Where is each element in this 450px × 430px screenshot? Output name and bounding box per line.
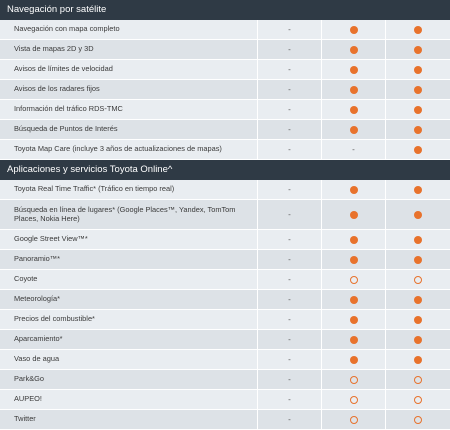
table-row xyxy=(0,120,450,140)
not-available-dash: - xyxy=(288,25,291,34)
feature-label: Búsqueda de Puntos de Interés xyxy=(0,120,258,139)
availability-cell-2 xyxy=(322,200,386,229)
availability-cell-1 xyxy=(258,350,322,369)
standard-dot-icon xyxy=(414,86,422,94)
not-available-dash: - xyxy=(288,45,291,54)
optional-ring-icon xyxy=(350,376,358,384)
optional-ring-icon xyxy=(414,376,422,384)
standard-dot-icon xyxy=(414,256,422,264)
availability-cell-1 xyxy=(258,40,322,59)
standard-dot-icon xyxy=(350,186,358,194)
table-row xyxy=(0,60,450,80)
availability-cell-3 xyxy=(386,180,450,199)
optional-ring-icon xyxy=(414,396,422,404)
availability-cell-1 xyxy=(258,370,322,389)
standard-dot-icon xyxy=(414,146,422,154)
table-row xyxy=(0,290,450,310)
standard-dot-icon xyxy=(350,316,358,324)
availability-cell-2 xyxy=(322,180,386,199)
not-available-dash: - xyxy=(288,125,291,134)
availability-cell-3 xyxy=(386,40,450,59)
not-available-dash: - xyxy=(352,145,355,154)
availability-cell-1 xyxy=(258,140,322,159)
availability-cell-1 xyxy=(258,310,322,329)
feature-label: Toyota Map Care (incluye 3 años de actualizaciones de mapas) xyxy=(0,140,258,159)
availability-cell-2 xyxy=(322,140,386,159)
availability-cell-2 xyxy=(322,350,386,369)
table-row xyxy=(0,20,450,40)
not-available-dash: - xyxy=(288,295,291,304)
availability-cell-3 xyxy=(386,20,450,39)
standard-dot-icon xyxy=(414,106,422,114)
availability-cell-3 xyxy=(386,80,450,99)
table-row xyxy=(0,250,450,270)
availability-cell-3 xyxy=(386,270,450,289)
standard-dot-icon xyxy=(350,256,358,264)
table-row xyxy=(0,80,450,100)
availability-cell-1 xyxy=(258,410,322,429)
feature-label: Meteorología* xyxy=(0,290,258,309)
feature-label: Toyota Real Time Traffic* (Tráfico en tiempo real) xyxy=(0,180,258,199)
availability-cell-3 xyxy=(386,290,450,309)
availability-cell-1 xyxy=(258,390,322,409)
availability-cell-3 xyxy=(386,330,450,349)
feature-label: Información del tráfico RDS-TMC xyxy=(0,100,258,119)
availability-cell-2 xyxy=(322,330,386,349)
not-available-dash: - xyxy=(288,85,291,94)
availability-cell-2 xyxy=(322,100,386,119)
availability-cell-3 xyxy=(386,250,450,269)
availability-cell-3 xyxy=(386,390,450,409)
table-row xyxy=(0,410,450,430)
availability-cell-3 xyxy=(386,310,450,329)
feature-label: Panoramio™* xyxy=(0,250,258,269)
feature-label: Navegación con mapa completo xyxy=(0,20,258,39)
table-row xyxy=(0,230,450,250)
not-available-dash: - xyxy=(288,415,291,424)
table-row xyxy=(0,40,450,60)
optional-ring-icon xyxy=(350,416,358,424)
feature-label: Park&Go xyxy=(0,370,258,389)
feature-label: Aparcamiento* xyxy=(0,330,258,349)
availability-cell-2 xyxy=(322,40,386,59)
availability-cell-3 xyxy=(386,100,450,119)
availability-cell-2 xyxy=(322,270,386,289)
availability-cell-2 xyxy=(322,60,386,79)
feature-label: Vista de mapas 2D y 3D xyxy=(0,40,258,59)
standard-dot-icon xyxy=(414,356,422,364)
standard-dot-icon xyxy=(350,236,358,244)
standard-dot-icon xyxy=(350,106,358,114)
availability-cell-1 xyxy=(258,120,322,139)
not-available-dash: - xyxy=(288,375,291,384)
availability-cell-1 xyxy=(258,250,322,269)
not-available-dash: - xyxy=(288,395,291,404)
optional-ring-icon xyxy=(350,276,358,284)
availability-cell-1 xyxy=(258,230,322,249)
availability-cell-1 xyxy=(258,100,322,119)
feature-label: Twitter xyxy=(0,410,258,429)
table-row xyxy=(0,100,450,120)
standard-dot-icon xyxy=(414,46,422,54)
standard-dot-icon xyxy=(350,86,358,94)
availability-cell-2 xyxy=(322,120,386,139)
table-row xyxy=(0,140,450,160)
table-row xyxy=(0,200,450,230)
feature-label: Vaso de agua xyxy=(0,350,258,369)
table-row xyxy=(0,180,450,200)
availability-cell-3 xyxy=(386,140,450,159)
table-row xyxy=(0,270,450,290)
table-row xyxy=(0,310,450,330)
table-row xyxy=(0,370,450,390)
optional-ring-icon xyxy=(350,396,358,404)
feature-label: Avisos de límites de velocidad xyxy=(0,60,258,79)
feature-label: Coyote xyxy=(0,270,258,289)
not-available-dash: - xyxy=(288,355,291,364)
not-available-dash: - xyxy=(288,210,291,219)
availability-cell-2 xyxy=(322,250,386,269)
not-available-dash: - xyxy=(288,235,291,244)
standard-dot-icon xyxy=(414,336,422,344)
standard-dot-icon xyxy=(350,126,358,134)
feature-label: Google Street View™* xyxy=(0,230,258,249)
standard-dot-icon xyxy=(414,316,422,324)
availability-cell-1 xyxy=(258,200,322,229)
feature-label: Precios del combustible* xyxy=(0,310,258,329)
standard-dot-icon xyxy=(414,66,422,74)
availability-cell-1 xyxy=(258,80,322,99)
standard-dot-icon xyxy=(350,46,358,54)
standard-dot-icon xyxy=(350,66,358,74)
not-available-dash: - xyxy=(288,185,291,194)
availability-cell-3 xyxy=(386,60,450,79)
standard-dot-icon xyxy=(350,296,358,304)
feature-label: Búsqueda en línea de lugares* (Google Places™, Yandex, TomTom Places, Nokia Here) xyxy=(0,200,258,229)
availability-cell-3 xyxy=(386,200,450,229)
not-available-dash: - xyxy=(288,145,291,154)
availability-cell-3 xyxy=(386,120,450,139)
availability-cell-2 xyxy=(322,370,386,389)
availability-cell-1 xyxy=(258,270,322,289)
availability-cell-3 xyxy=(386,230,450,249)
standard-dot-icon xyxy=(414,126,422,134)
availability-cell-1 xyxy=(258,180,322,199)
availability-cell-1 xyxy=(258,330,322,349)
optional-ring-icon xyxy=(414,416,422,424)
standard-dot-icon xyxy=(414,186,422,194)
standard-dot-icon xyxy=(414,236,422,244)
not-available-dash: - xyxy=(288,255,291,264)
table-row xyxy=(0,390,450,410)
availability-cell-2 xyxy=(322,290,386,309)
not-available-dash: - xyxy=(288,335,291,344)
feature-label: AUPEO! xyxy=(0,390,258,409)
standard-dot-icon xyxy=(350,26,358,34)
availability-cell-1 xyxy=(258,20,322,39)
availability-cell-3 xyxy=(386,410,450,429)
not-available-dash: - xyxy=(288,65,291,74)
table-row xyxy=(0,350,450,370)
availability-cell-2 xyxy=(322,230,386,249)
availability-cell-2 xyxy=(322,80,386,99)
availability-cell-2 xyxy=(322,310,386,329)
availability-cell-2 xyxy=(322,390,386,409)
not-available-dash: - xyxy=(288,315,291,324)
section-header-1: Navegación por satélite xyxy=(0,0,450,20)
availability-cell-3 xyxy=(386,370,450,389)
availability-cell-1 xyxy=(258,60,322,79)
standard-dot-icon xyxy=(350,336,358,344)
standard-dot-icon xyxy=(414,26,422,34)
not-available-dash: - xyxy=(288,275,291,284)
feature-label: Avisos de los radares fijos xyxy=(0,80,258,99)
availability-cell-2 xyxy=(322,410,386,429)
availability-cell-1 xyxy=(258,290,322,309)
standard-dot-icon xyxy=(414,211,422,219)
availability-cell-2 xyxy=(322,20,386,39)
section-header-2: Aplicaciones y servicios Toyota Online^ xyxy=(0,160,450,180)
standard-dot-icon xyxy=(414,296,422,304)
availability-cell-3 xyxy=(386,350,450,369)
not-available-dash: - xyxy=(288,105,291,114)
standard-dot-icon xyxy=(350,356,358,364)
table-row xyxy=(0,330,450,350)
optional-ring-icon xyxy=(414,276,422,284)
standard-dot-icon xyxy=(350,211,358,219)
